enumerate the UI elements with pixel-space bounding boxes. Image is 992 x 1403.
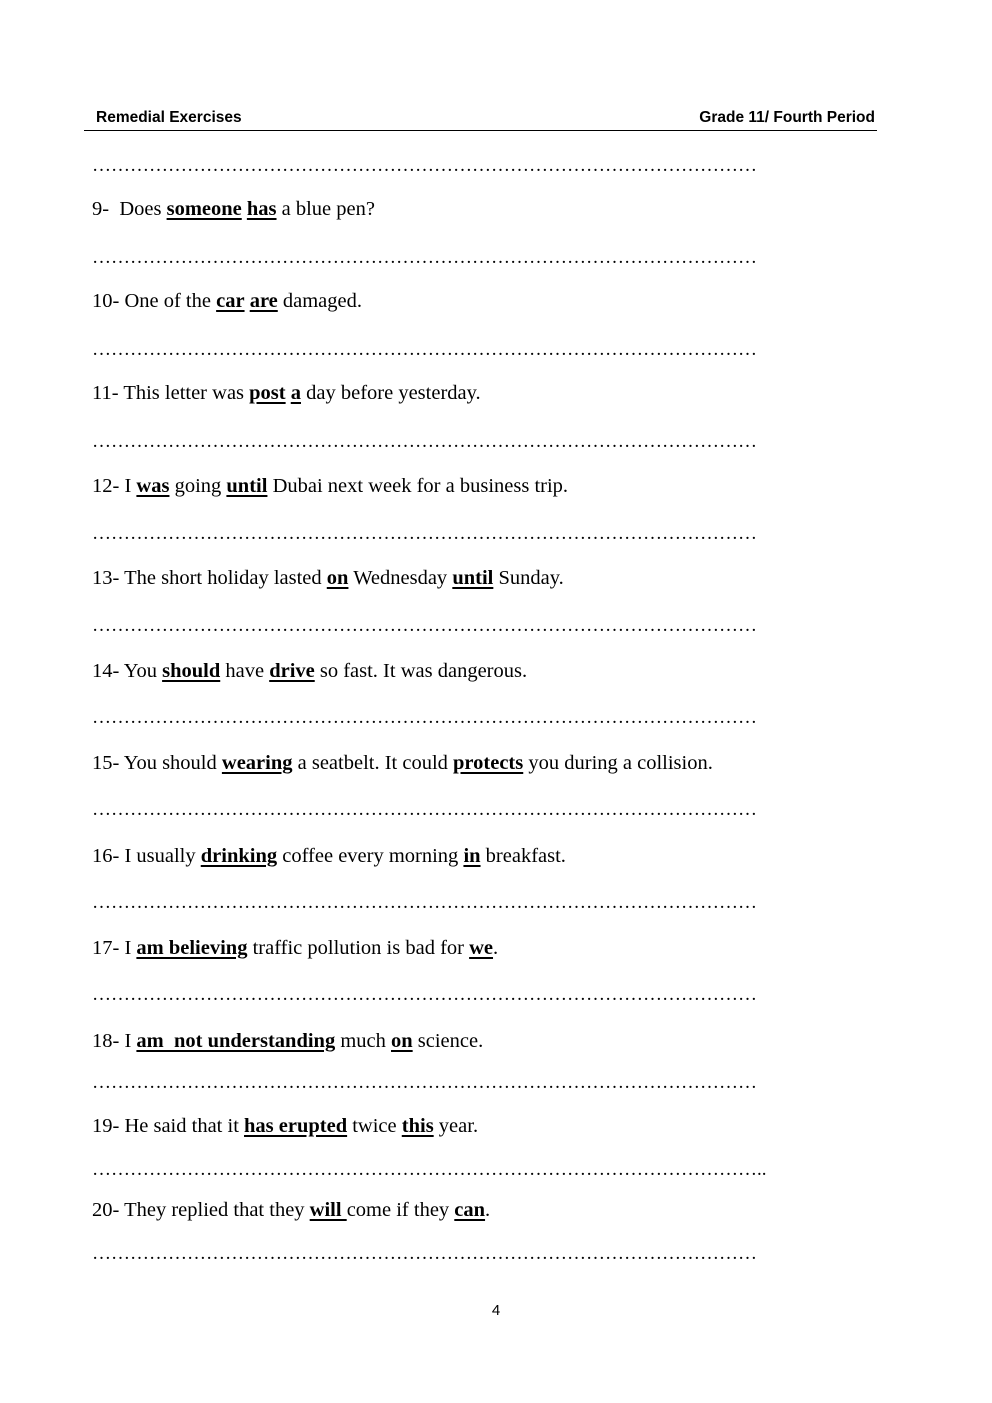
header-title: Remedial Exercises	[96, 109, 242, 126]
question-number: 19-	[92, 1115, 125, 1137]
underlined-error-word: on	[326, 567, 349, 589]
underlined-error-word: we	[469, 937, 494, 959]
question-number: 13-	[92, 567, 125, 589]
question-item	[92, 289, 362, 313]
question-text: Does	[119, 198, 167, 220]
answer-line: ……………………………………………………………………………………………	[92, 616, 757, 636]
question-text: Wednesday	[348, 567, 453, 589]
underlined-error-word: drinking	[200, 845, 278, 867]
question-text: .	[485, 1199, 491, 1221]
underlined-error-word: post	[249, 382, 286, 404]
question-item	[92, 659, 527, 683]
question-text: He said that it	[124, 1115, 245, 1137]
question-text: day before yesterday.	[301, 382, 481, 404]
question-number: 18-	[92, 1030, 125, 1052]
underlined-error-word: am believing	[136, 937, 248, 959]
underlined-error-word: was	[136, 475, 170, 497]
question-text: damaged.	[277, 290, 363, 312]
answer-line: ……………………………………………………………………………………………	[92, 800, 757, 820]
question-item	[92, 474, 568, 498]
question-text: a seatbelt. It could	[292, 752, 454, 774]
underlined-error-word: can	[454, 1199, 486, 1221]
answer-line: ……………………………………………………………………………………………	[92, 156, 757, 176]
question-text: year.	[433, 1115, 479, 1137]
question-text: The short holiday lasted	[124, 567, 327, 589]
question-text: you during a collision.	[523, 752, 713, 774]
underlined-error-word: wearing	[221, 752, 293, 774]
question-text: come if they	[346, 1199, 455, 1221]
answer-line: ……………………………………………………………………………………………	[92, 708, 757, 728]
question-number: 14-	[92, 660, 124, 682]
underlined-error-word: am not understanding	[136, 1030, 336, 1052]
question-text: going	[169, 475, 227, 497]
answer-line: ……………………………………………………………………………………………	[92, 1244, 757, 1264]
question-item	[92, 936, 498, 960]
question-item	[92, 1029, 483, 1053]
question-text: This letter was	[123, 382, 250, 404]
question-item	[92, 751, 713, 775]
question-text: They replied that they	[124, 1199, 310, 1221]
underlined-error-word: on	[391, 1030, 413, 1052]
question-number: 12-	[92, 475, 125, 497]
question-text: so fast. It was dangerous.	[314, 660, 528, 682]
page-number: 4	[491, 1302, 501, 1319]
page-header	[84, 106, 877, 131]
question-text: traffic pollution is bad for	[247, 937, 470, 959]
answer-line: ……………………………………………………………………………………………	[92, 985, 757, 1005]
question-number: 10-	[92, 290, 125, 312]
question-item	[92, 844, 566, 868]
underlined-error-word: will	[309, 1199, 347, 1221]
question-number: 11-	[92, 382, 124, 404]
question-text: I	[124, 937, 137, 959]
underlined-error-word: until	[452, 567, 494, 589]
question-text: breakfast.	[480, 845, 566, 867]
question-number: 17-	[92, 937, 125, 959]
question-item	[92, 566, 564, 590]
question-text: I usually	[124, 845, 201, 867]
underlined-error-word: car	[216, 290, 245, 312]
question-text: twice	[347, 1115, 402, 1137]
answer-line: ……………………………………………………………………………………………	[92, 893, 757, 913]
question-item	[92, 381, 481, 405]
underlined-error-word: a	[290, 382, 301, 404]
underlined-error-word: protects	[453, 752, 524, 774]
question-text: I	[124, 1030, 137, 1052]
answer-line: ……………………………………………………………………………………………	[92, 432, 757, 452]
question-text: .	[493, 937, 499, 959]
question-text: You	[123, 660, 163, 682]
underlined-error-word: are	[249, 290, 278, 312]
question-item	[92, 1114, 478, 1138]
answer-line: ……………………………………………………………………………………………..	[92, 1160, 767, 1180]
question-text: I	[124, 475, 137, 497]
question-number: 20-	[92, 1199, 125, 1221]
answer-line: ……………………………………………………………………………………………	[92, 248, 757, 268]
answer-line: ……………………………………………………………………………………………	[92, 1073, 757, 1093]
question-text: One of the	[124, 290, 217, 312]
answer-line: ……………………………………………………………………………………………	[92, 524, 757, 544]
question-item	[92, 197, 375, 221]
question-text: science.	[412, 1030, 484, 1052]
question-text: much	[335, 1030, 391, 1052]
underlined-error-word: until	[226, 475, 268, 497]
question-text: coffee every morning	[277, 845, 464, 867]
underlined-error-word: this	[401, 1115, 434, 1137]
question-item	[92, 1198, 490, 1222]
underlined-error-word: should	[162, 660, 221, 682]
question-number: 9-	[92, 198, 120, 220]
question-text: You should	[123, 752, 222, 774]
underlined-error-word: in	[463, 845, 481, 867]
header-grade-period: Grade 11/ Fourth Period	[699, 109, 875, 126]
answer-line: ……………………………………………………………………………………………	[92, 340, 757, 360]
question-number: 15-	[92, 752, 124, 774]
question-text: Sunday.	[493, 567, 564, 589]
underlined-error-word: drive	[269, 660, 315, 682]
question-number: 16-	[92, 845, 125, 867]
underlined-error-word: someone	[166, 198, 242, 220]
question-text: a blue pen?	[276, 198, 375, 220]
question-text: have	[220, 660, 270, 682]
underlined-error-word: has erupted	[244, 1115, 348, 1137]
underlined-error-word: has	[246, 198, 277, 220]
question-text: Dubai next week for a business trip.	[267, 475, 569, 497]
